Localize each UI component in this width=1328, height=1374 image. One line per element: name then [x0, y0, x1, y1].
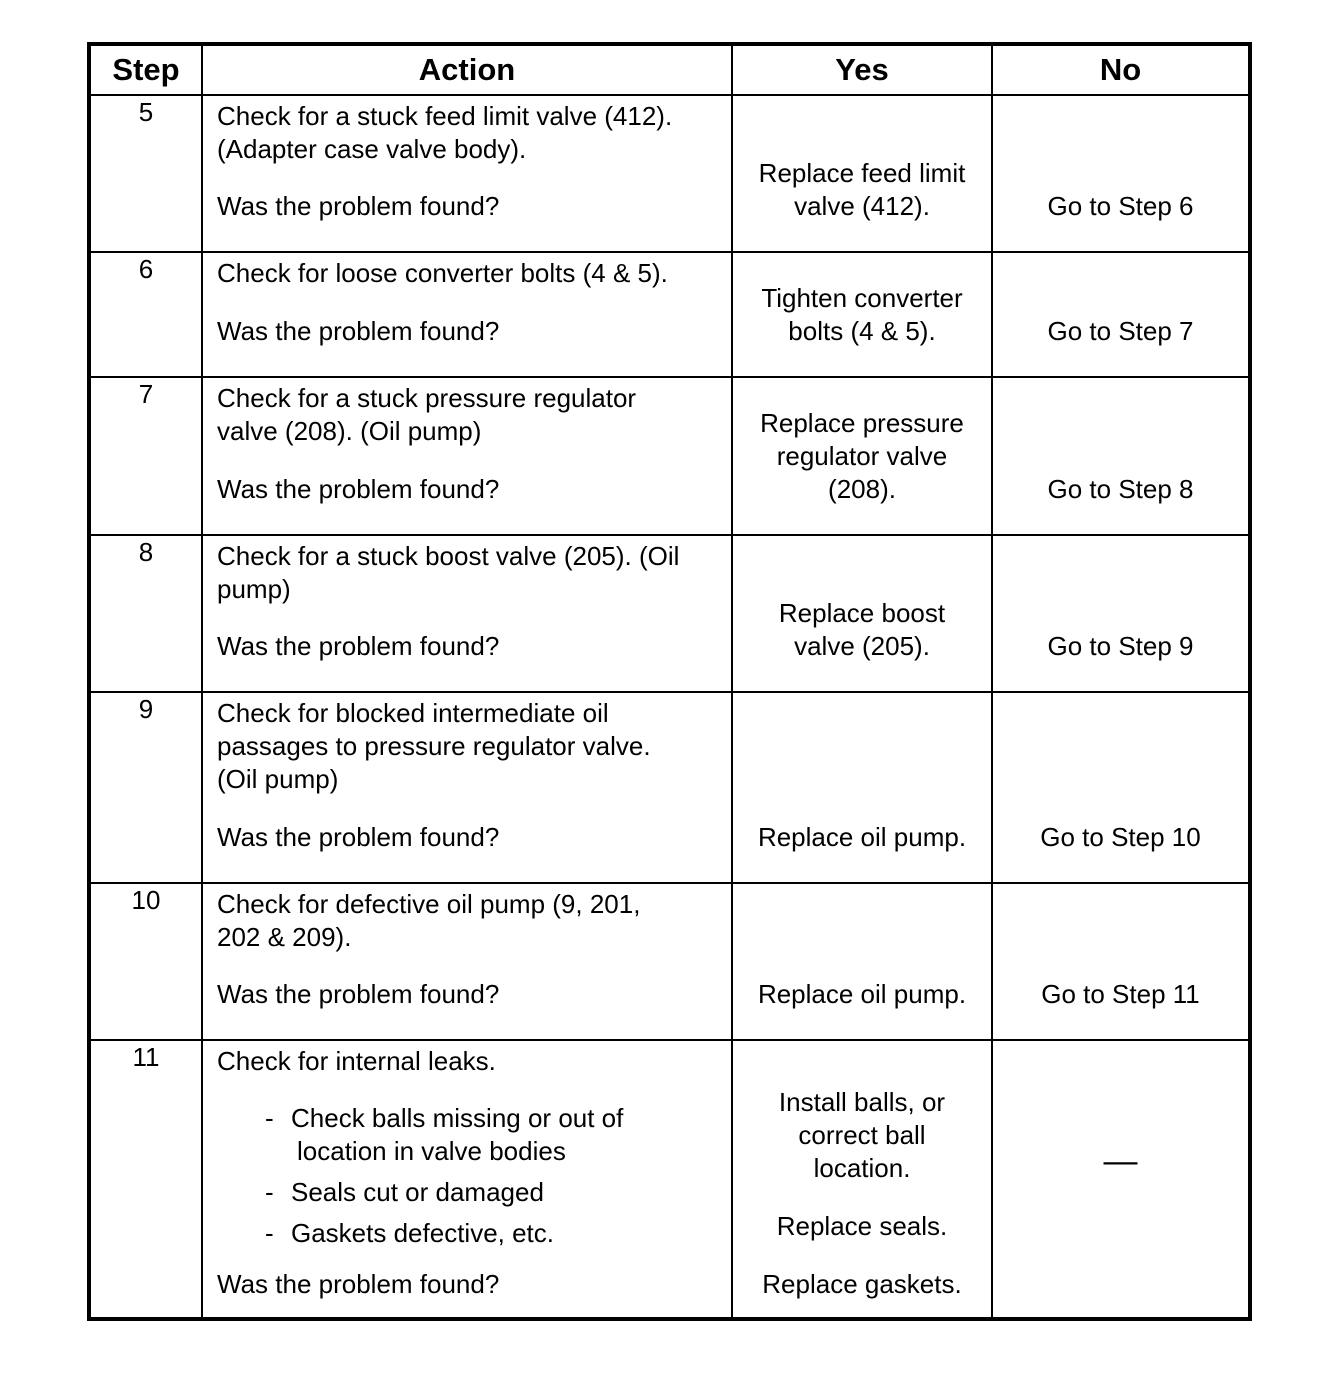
action-text: Check for a stuck pressure regulator	[217, 383, 637, 413]
action-cell	[202, 535, 732, 692]
action-cell	[202, 252, 732, 377]
yes-text: Replace feed limit	[758, 158, 966, 188]
table-row	[89, 883, 1250, 1040]
no-cell	[992, 535, 1250, 692]
no-cell	[992, 377, 1250, 535]
action-text: valve (208). (Oil pump)	[217, 416, 482, 446]
question-text: Was the problem found?	[217, 631, 500, 661]
yes-text: Replace gaskets.	[762, 1269, 962, 1299]
action-cell	[202, 95, 732, 252]
header-step: Step	[89, 44, 202, 95]
no-text: Go to Step 7	[1047, 316, 1194, 346]
list-item-text: Seals cut or damaged	[291, 1177, 544, 1207]
action-text: pump)	[217, 574, 291, 604]
yes-text: bolts (4 & 5).	[788, 316, 936, 346]
table-row	[89, 252, 1250, 377]
no-cell	[992, 883, 1250, 1040]
check-list	[217, 1102, 717, 1250]
action-text: (Oil pump)	[217, 764, 339, 794]
yes-text: Replace boost	[778, 598, 946, 628]
yes-text: location.	[813, 1153, 911, 1183]
action-text: Check for a stuck boost valve (205). (Oil	[217, 541, 680, 571]
yes-text: valve (412).	[794, 191, 930, 221]
table-row	[89, 1040, 1250, 1319]
list-item-text: Check balls missing or out of	[291, 1103, 624, 1133]
action-text: Check for blocked intermediate oil	[217, 698, 609, 728]
yes-cell	[732, 377, 992, 535]
action-text: (Adapter case valve body).	[217, 134, 527, 164]
header-no: No	[992, 44, 1250, 95]
no-cell	[992, 692, 1250, 883]
step-number: 11	[89, 1040, 202, 1319]
step-number: 9	[89, 692, 202, 883]
action-text: Check for defective oil pump (9, 201,	[217, 889, 641, 919]
list-item	[265, 1176, 717, 1209]
no-cell	[992, 252, 1250, 377]
yes-cell	[732, 1040, 992, 1319]
table-row	[89, 377, 1250, 535]
list-item-text: Gaskets defective, etc.	[291, 1218, 555, 1248]
yes-text: Replace seals.	[776, 1211, 948, 1241]
action-text: Check for a stuck feed limit valve (412).	[217, 101, 673, 131]
step-number: 10	[89, 883, 202, 1040]
action-text: Check for internal leaks.	[217, 1046, 496, 1076]
no-cell	[992, 95, 1250, 252]
yes-text: Replace oil pump.	[757, 822, 967, 852]
table-row	[89, 535, 1250, 692]
action-text: passages to pressure regulator valve.	[217, 731, 651, 761]
yes-cell	[732, 535, 992, 692]
yes-text: Replace pressure	[760, 408, 964, 438]
yes-cell	[732, 252, 992, 377]
question-text: Was the problem found?	[217, 191, 500, 221]
yes-text: valve (205).	[794, 631, 930, 661]
no-cell	[992, 1040, 1250, 1319]
question-text: Was the problem found?	[217, 979, 500, 1009]
yes-text: Replace oil pump.	[757, 979, 967, 1009]
question-text: Was the problem found?	[217, 316, 500, 346]
header-yes: Yes	[732, 44, 992, 95]
yes-text: (208).	[828, 474, 896, 504]
no-text: Go to Step 6	[1047, 191, 1194, 221]
header-row	[89, 44, 1250, 95]
action-text: Check for loose converter bolts (4 & 5).	[217, 258, 668, 288]
yes-cell	[732, 883, 992, 1040]
header-action: Action	[202, 44, 732, 95]
action-cell	[202, 883, 732, 1040]
bullet-dash: -	[265, 1103, 274, 1133]
table-row	[89, 95, 1250, 252]
no-text: Go to Step 8	[1047, 474, 1194, 504]
step-number: 7	[89, 377, 202, 535]
step-number: 6	[89, 252, 202, 377]
table-row	[89, 692, 1250, 883]
yes-text: regulator valve	[776, 441, 948, 471]
action-cell	[202, 377, 732, 535]
list-item-text: location in valve bodies	[297, 1136, 566, 1166]
list-item	[265, 1102, 717, 1168]
diagnostic-table	[87, 42, 1252, 1321]
bullet-dash: -	[265, 1177, 274, 1207]
action-text: 202 & 209).	[217, 922, 352, 952]
yes-cell	[732, 95, 992, 252]
step-number: 5	[89, 95, 202, 252]
step-number: 8	[89, 535, 202, 692]
no-text: —	[1103, 1142, 1138, 1180]
action-cell	[202, 692, 732, 883]
question-text: Was the problem found?	[217, 822, 500, 852]
question-text: Was the problem found?	[217, 1269, 500, 1299]
yes-cell	[732, 692, 992, 883]
no-text: Go to Step 10	[1040, 822, 1201, 852]
bullet-dash: -	[265, 1218, 274, 1248]
yes-text: Tighten converter	[761, 283, 963, 313]
yes-text: Install balls, or	[778, 1087, 946, 1117]
list-item	[265, 1217, 717, 1250]
question-text: Was the problem found?	[217, 474, 500, 504]
no-text: Go to Step 9	[1047, 631, 1194, 661]
yes-text: correct ball	[798, 1120, 926, 1150]
action-cell	[202, 1040, 732, 1319]
no-text: Go to Step 11	[1041, 979, 1200, 1009]
